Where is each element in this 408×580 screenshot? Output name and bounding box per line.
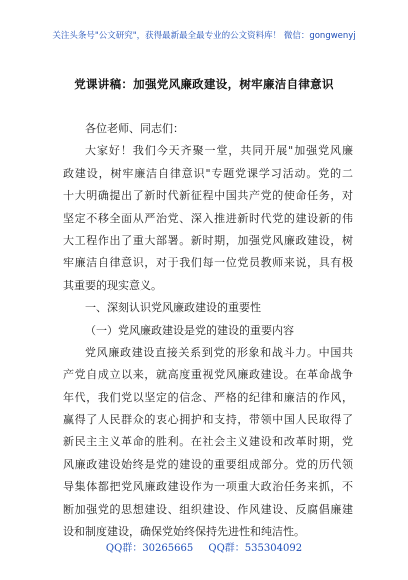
header-promo-note: 关注头条号"公文研究"，获得最新最全最专业的公文资料库！ 微信：gongwenyj — [52, 31, 356, 41]
footer-qq-group-1: QQ群：30265665 — [105, 543, 194, 554]
paragraph-line: 赢得了人民群众的衷心拥护和支持，带领中国人民取得了 — [63, 413, 353, 427]
paragraph-line: 其重要的现实意义。 — [63, 278, 162, 292]
paragraph-line: 设和制度建设，确保党始终保持先进性和纯洁性。 — [63, 525, 305, 539]
footer-contact — [0, 539, 408, 554]
paragraph-line: 新民主主义革命的胜利。在社会主义建设和改革时期，党 — [63, 435, 353, 449]
paragraph-line: 大家好！我们今天齐聚一堂，共同开展"加强党风廉 — [85, 144, 353, 158]
paragraph-line: 风廉政建设始终是党的建设的重要组成部分。党的历代领 — [63, 457, 353, 471]
paragraph-line: 导集体都把党风廉政建设作为一项重大政治任务来抓，不 — [63, 480, 353, 494]
paragraph-line: 断加强党的思想建设、组织建设、作风建设、反腐倡廉建 — [63, 502, 353, 516]
paragraph-line: 坚定不移全面从严治党、深入推进新时代党的建设新的伟 — [63, 211, 353, 225]
paragraph-line: 年代，我们党以坚定的信念、严格的纪律和廉洁的作风， — [63, 390, 353, 404]
paragraph-line: 牢廉洁自律意识，对于我们每一位党员教师来说，具有极 — [63, 256, 353, 270]
document-body — [63, 118, 353, 543]
footer-qq-group-2: QQ群：535304092 — [208, 543, 303, 554]
section-heading: 一、深刻认识党风廉政建设的重要性 — [85, 301, 261, 315]
paragraph-line: 政建设，树牢廉洁自律意识"专题党课学习活动。党的二 — [63, 166, 353, 180]
paragraph-line: 大工程作出了重大部署。新时期，加强党风廉政建设，树 — [63, 233, 353, 247]
paragraph-line: 党风廉政建设直接关系到党的形象和战斗力。中国共 — [85, 345, 353, 359]
subsection-heading: （一）党风廉政建设是党的建设的重要内容 — [85, 323, 294, 337]
paragraph-line: 十大明确提出了新时代新征程中国共产党的使命任务，对 — [63, 189, 353, 203]
document-title: 党课讲稿：加强党风廉政建设，树牢廉洁自律意识 — [74, 77, 334, 91]
paragraph-line: 产党自成立以来，就高度重视党风廉政建设。在革命战争 — [63, 368, 353, 382]
salutation: 各位老师、同志们： — [85, 122, 184, 135]
